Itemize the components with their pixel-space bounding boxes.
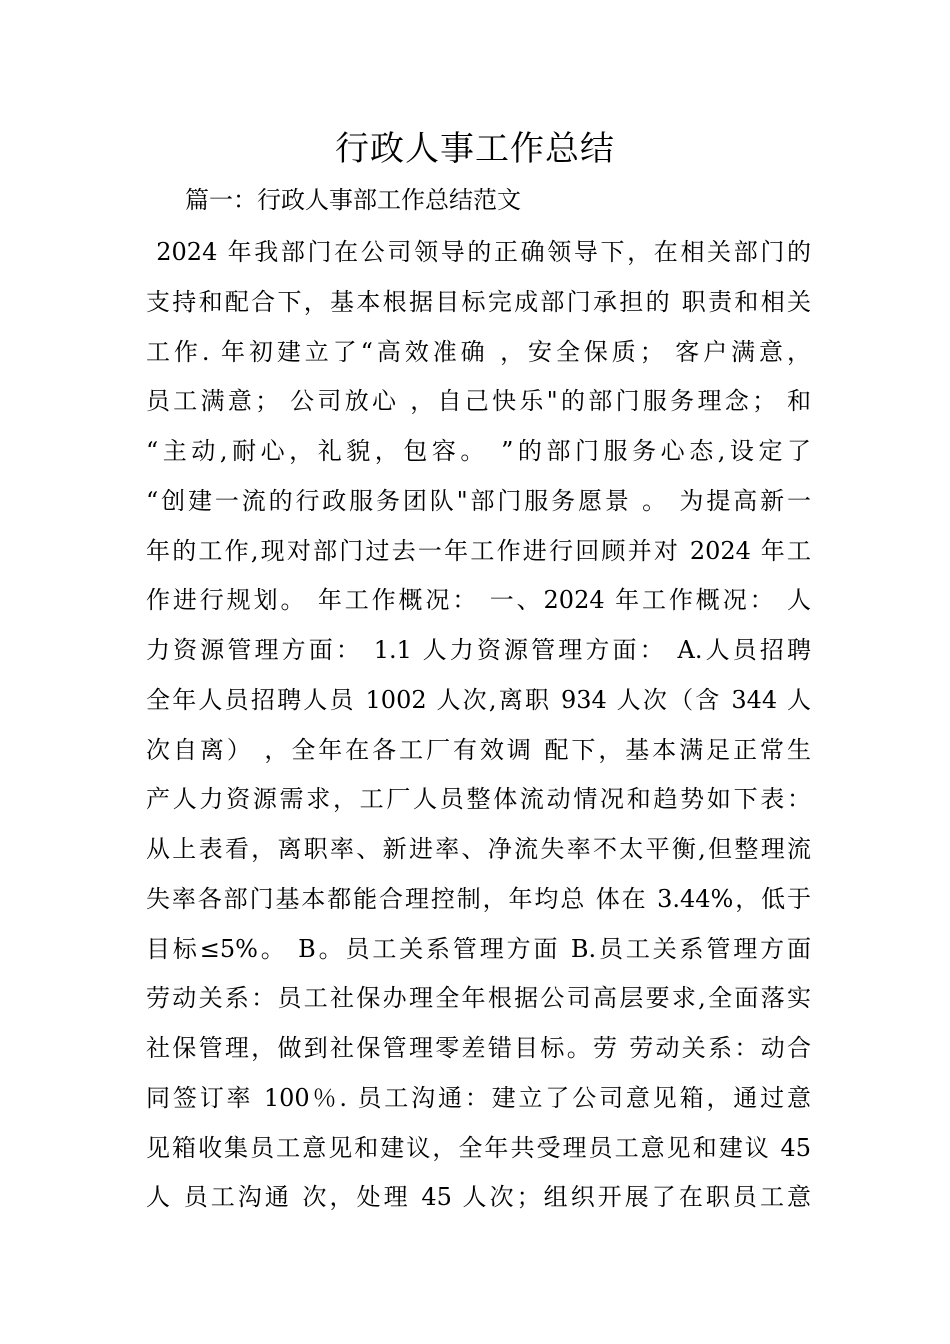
body-line: 次自离） ，全年在各工厂有效调 配下，基本满足正常生 [146,735,811,764]
body-line: 劳动关系：员工社保办理全年根据公司高层要求,全面落实 [146,984,811,1013]
body-line: “主动,耐心，礼貌，包容。 ”的部门服务心态,设定了 [146,437,811,465]
body-line: 失率各部门基本都能合理控制，年均总 体在 3.44%，低于 [146,884,811,913]
body-paragraph [146,228,811,1223]
body-line: 人 员工沟通 次，处理 45 人次；组织开展了在职员工意 [146,1183,811,1212]
body-line: 作进行规划。 年工作概况： 一、2024 年工作概况： 人 [146,586,811,615]
body-line: 支持和配合下，基本根据目标完成部门承担的 职责和相关 [146,287,811,316]
body-line: 见箱收集员工意见和建议，全年共受理员工意见和建议 45 [146,1133,811,1162]
body-line: 工作. 年初建立了“高效准确 ，安全保质； 客户满意， [146,337,811,366]
body-line: 员工满意； 公司放心 ，自己快乐"的部门服务理念； 和 [146,387,811,416]
section-subtitle: 篇一：行政人事部工作总结范文 [185,186,521,214]
body-line: 全年人员招聘人员 1002 人次,离职 934 人次（含 344 人 [146,685,811,714]
body-line: 同签订率 100％. 员工沟通：建立了公司意见箱，通过意 [146,1083,811,1112]
body-line: 社保管理，做到社保管理零差错目标。劳 劳动关系：动合 [146,1034,811,1062]
body-line: 目标≤5%。 B。员工关系管理方面 B.员工关系管理方面 [146,934,811,963]
body-line: 2024 年我部门在公司领导的正确领导下，在相关部门的 [146,238,811,266]
body-line: 力资源管理方面： 1.1 人力资源管理方面： A.人员招聘 [146,636,811,664]
body-line: 年的工作,现对部门过去一年工作进行回顾并对 2024 年工 [146,536,811,565]
body-line: “创建一流的行政服务团队"部门服务愿景 。 为提高新一 [146,486,811,515]
body-line: 产人力资源需求，工厂人员整体流动情况和趋势如下表： [146,785,811,814]
body-line: 从上表看，离职率、新进率、净流失率不太平衡,但整理流 [146,835,811,863]
document-title: 行政人事工作总结 [335,129,615,169]
